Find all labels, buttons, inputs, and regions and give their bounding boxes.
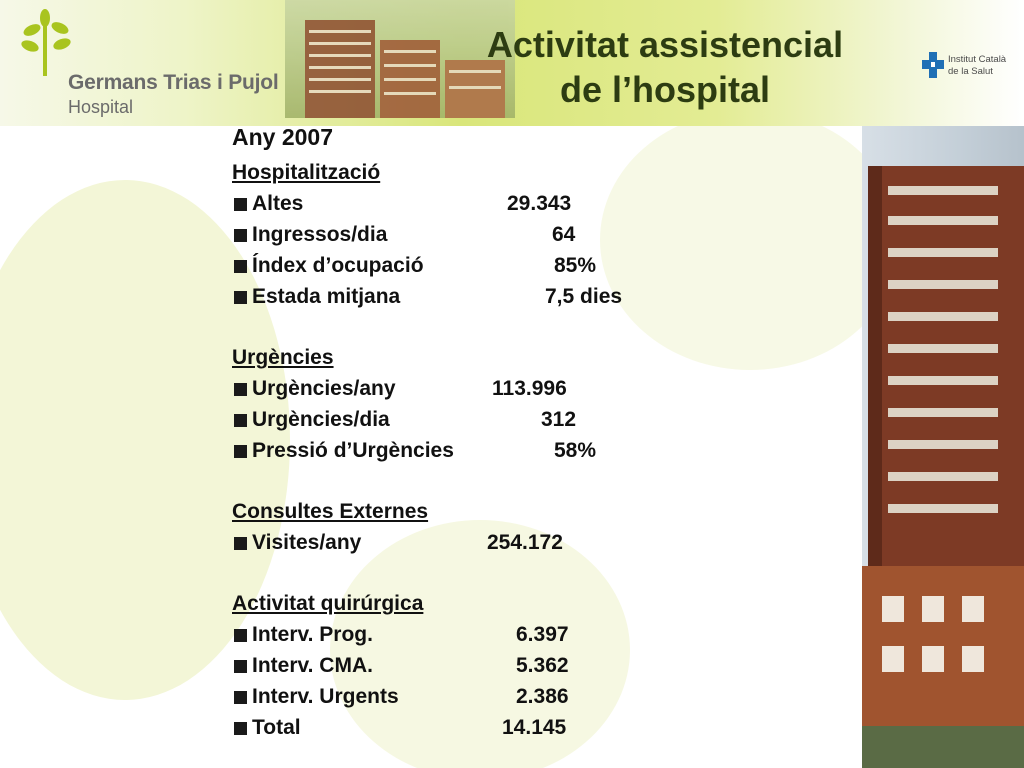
- square-bullet-icon: [234, 291, 247, 304]
- stat-row: [232, 376, 652, 406]
- stat-label: Urgències/any: [252, 377, 396, 400]
- section-title-urgencies: Urgències: [232, 346, 334, 369]
- square-bullet-icon: [234, 629, 247, 642]
- hospital-name: Germans Trias i Pujol: [68, 71, 279, 94]
- square-bullet-icon: [234, 691, 247, 704]
- hospital-subtitle: Hospital: [68, 97, 134, 117]
- ics-name: [948, 54, 1006, 78]
- green-leaf-icon: [18, 8, 88, 78]
- stat-label: Urgències/dia: [252, 408, 390, 431]
- hospital-building-photo: [862, 126, 1024, 768]
- hospital-logo: [18, 8, 288, 118]
- blue-cross-icon: [922, 52, 944, 78]
- stat-label: Altes: [252, 192, 304, 215]
- stat-label: Interv. Urgents: [252, 685, 399, 708]
- section-title-quirurgica: Activitat quirúrgica: [232, 592, 424, 615]
- stat-value: 113.996: [492, 377, 567, 400]
- square-bullet-icon: [234, 383, 247, 396]
- stat-value: 14.145: [502, 716, 567, 739]
- stat-label: Estada mitjana: [252, 285, 401, 308]
- stat-row: [232, 438, 652, 468]
- slide-title: [430, 22, 900, 112]
- stat-value: 6.397: [516, 623, 569, 646]
- stat-value: 312: [541, 408, 577, 431]
- square-bullet-icon: [234, 198, 247, 211]
- stat-row: [232, 222, 652, 252]
- square-bullet-icon: [234, 260, 247, 273]
- square-bullet-icon: [234, 414, 247, 427]
- stat-row: [232, 253, 652, 283]
- stat-value: 29.343: [507, 192, 572, 215]
- stat-value: 5.362: [516, 654, 569, 677]
- stat-value: 58%: [554, 439, 597, 462]
- stat-row: [232, 530, 652, 560]
- square-bullet-icon: [234, 722, 247, 735]
- square-bullet-icon: [234, 445, 247, 458]
- section-title-hospitalitzacio: Hospitalització: [232, 161, 381, 184]
- stat-row: [232, 684, 652, 714]
- square-bullet-icon: [234, 229, 247, 242]
- stat-label: Interv. Prog.: [252, 623, 373, 646]
- stat-label: Índex d’ocupació: [252, 254, 424, 277]
- stat-row: [232, 715, 652, 745]
- stat-row: [232, 191, 652, 221]
- square-bullet-icon: [234, 660, 247, 673]
- stat-label: Interv. CMA.: [252, 654, 373, 677]
- stat-label: Total: [252, 716, 301, 739]
- stat-value: 2.386: [516, 685, 569, 708]
- stat-value: 64: [552, 223, 576, 246]
- title-line-2: de l’hospital: [559, 69, 771, 110]
- stat-value: 254.172: [487, 531, 563, 554]
- header-band: [0, 0, 1024, 126]
- stat-row: [232, 407, 652, 437]
- stat-label: Ingressos/dia: [252, 223, 388, 246]
- year-heading: Any 2007: [232, 124, 334, 150]
- stat-row: [232, 284, 652, 314]
- ics-line-1: Institut Català: [948, 54, 1007, 65]
- ics-logo: [922, 52, 1020, 82]
- stat-row: [232, 653, 652, 683]
- stat-row: [232, 622, 652, 652]
- stat-label: Visites/any: [252, 531, 362, 554]
- title-line-1: Activitat assistencial: [486, 24, 844, 65]
- ics-line-2: de la Salut: [948, 66, 993, 77]
- stat-label: Pressió d’Urgències: [252, 439, 454, 462]
- square-bullet-icon: [234, 537, 247, 550]
- section-title-consultes: Consultes Externes: [232, 500, 429, 523]
- stat-value: 7,5 dies: [545, 285, 623, 308]
- stat-value: 85%: [554, 254, 597, 277]
